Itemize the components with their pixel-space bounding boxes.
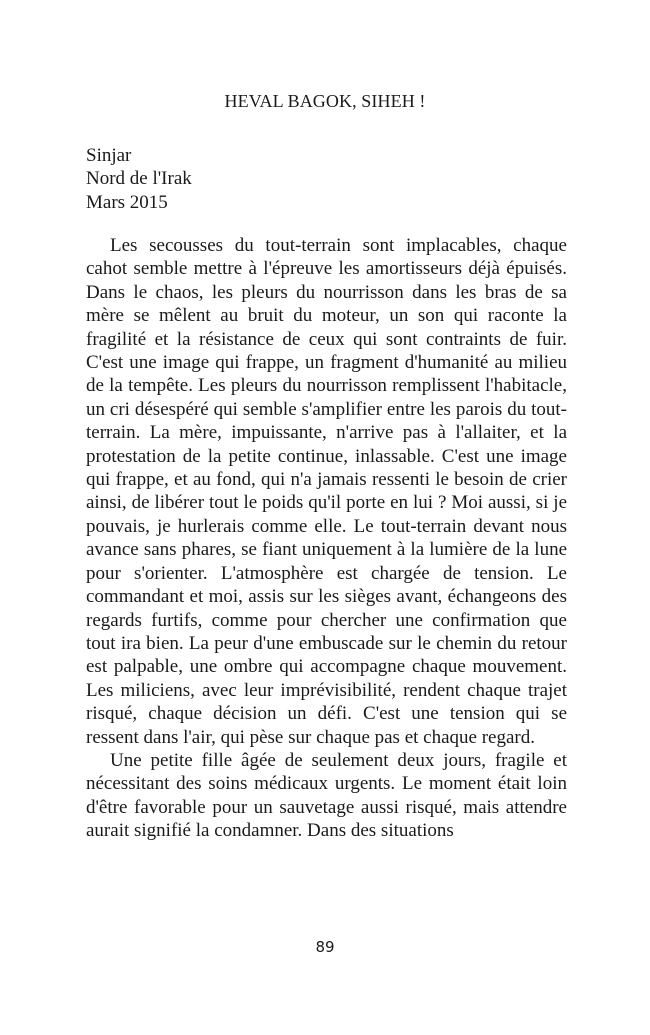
location-block <box>86 144 192 214</box>
page-number: 89 <box>315 938 335 956</box>
paragraph: Une petite fille âgée de seulement deux jours, fragile et nécessitant des soins médicaux urgents. Le moment était loin d'être favorable pour un sauvetage aussi risqué, mais attendre aurait signifié la condamner. Dans des situations <box>86 749 567 842</box>
location-city: Sinjar <box>86 145 132 166</box>
location-region: Nord de l'Irak <box>86 168 192 190</box>
body-text <box>86 234 567 843</box>
paragraph: Les secousses du tout-terrain sont implacables, chaque cahot semble mettre à l'épreuve les amortisseurs déjà épuisés. Dans le chaos, les pleurs du nourrisson dans les bras de sa mère se mêlent au bruit du moteur, un son qui raconte la fragilité et la résistance de ceux qui sont contraints de fuir. C'est une image qui frappe, un fragment d'humanité au milieu de la tempête. Les pleurs du nourrisson remplissent l'habitacle, un cri désespéré qui semble s'amplifier entre les parois du tout-terrain. La mère, impuissante, n'arrive pas à l'allaiter, et la protestation de la petite continue, inlassable. C'est une image qui frappe, et au fond, qui n'a jamais ressenti le besoin de crier ainsi, de libérer tout le poids qu'il porte en lui ? Moi aussi, si je pouvais, je hurlerais comme elle. Le tout-terrain devant nous avance sans phares, se fiant uniquement à la lumière de la lune pour s'orienter. L'atmosphère est chargée de tension. Le commandant et moi, assis sur les sièges avant, échangeons des regards furtifs, comme pour chercher une confirmation que tout ira bien. La peur d'une embuscade sur le chemin du retour est palpable, une ombre qui accompagne chaque mouvement. Les miliciens, avec leur imprévisibilité, rendent chaque trajet risqué, chaque décision un défi. C'est une tension qui se ressent dans l'air, qui pèse sur chaque pas et chaque regard. <box>86 235 567 748</box>
location-date: Mars 2015 <box>86 191 168 213</box>
chapter-title: HEVAL BAGOK, SIHEH ! <box>224 91 426 111</box>
